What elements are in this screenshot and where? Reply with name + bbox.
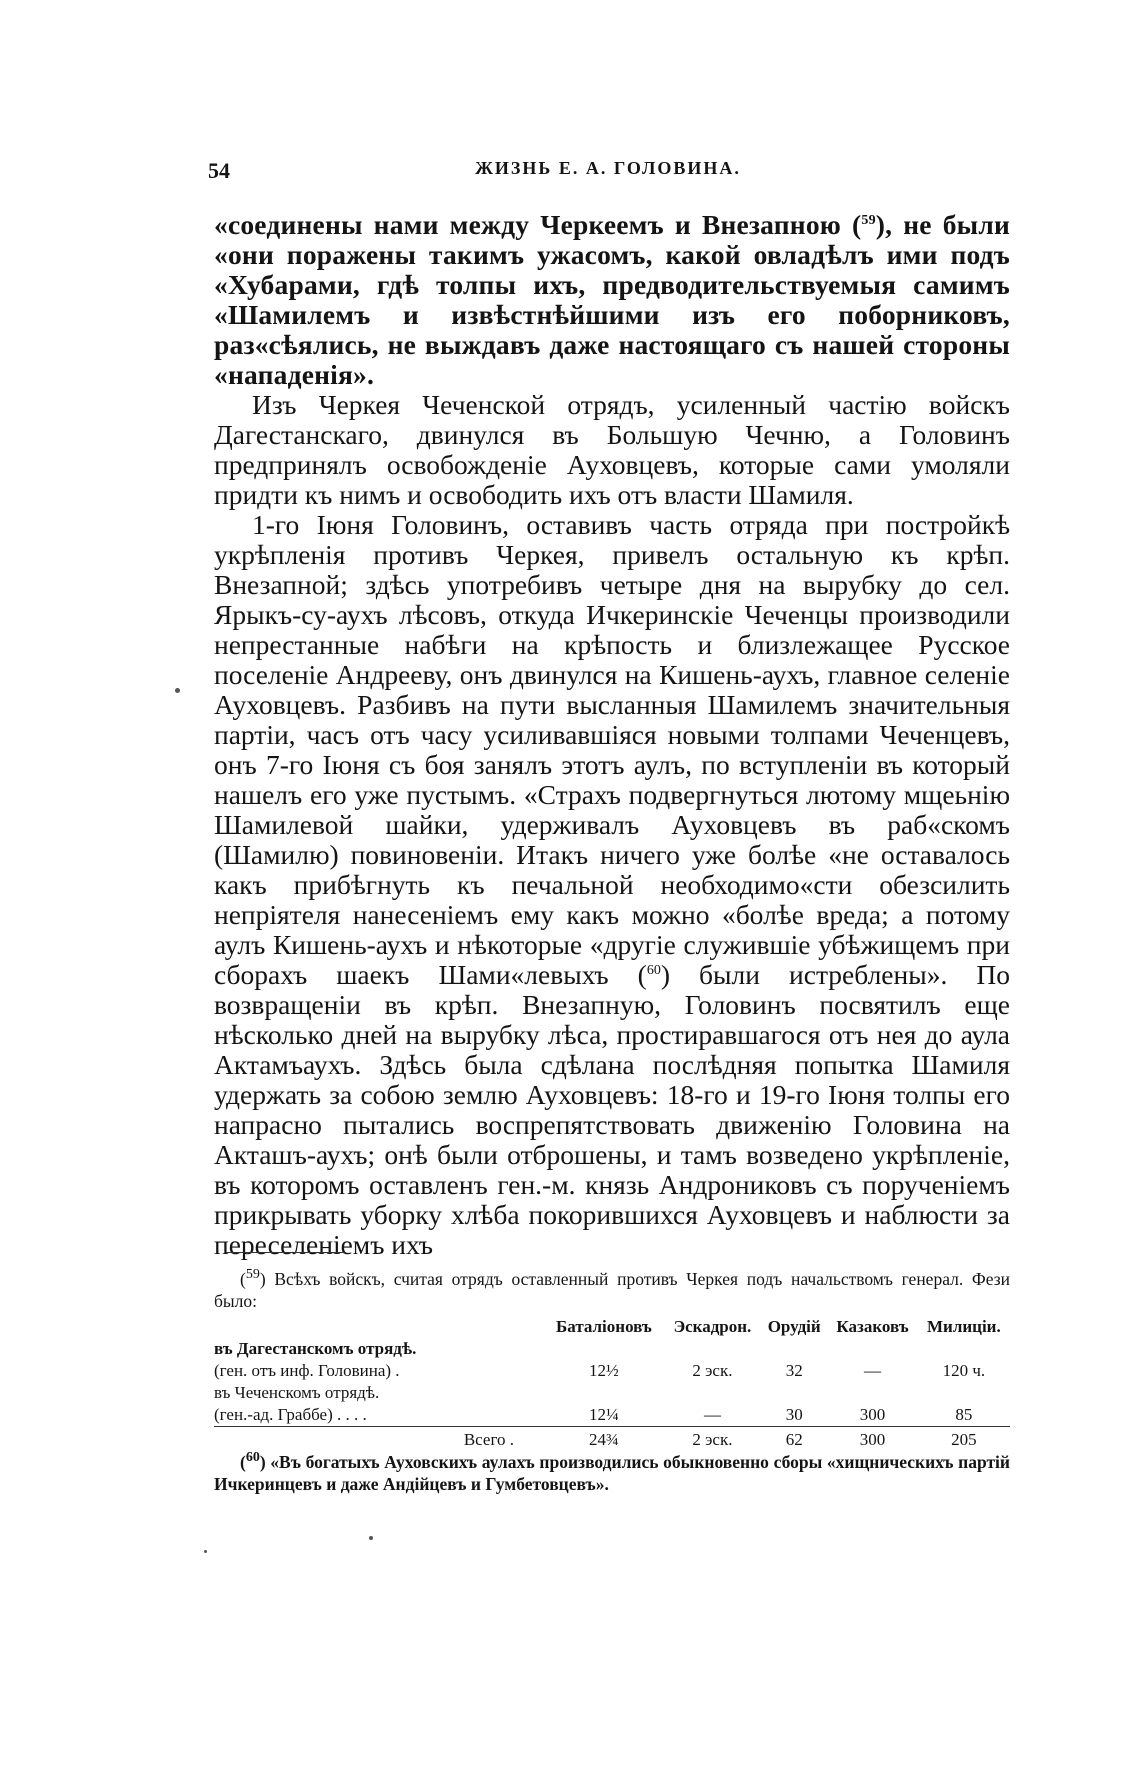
footnote-60-open: (	[240, 1452, 246, 1472]
footnote-ref-59: 59	[861, 212, 876, 228]
scan-speck	[204, 1550, 207, 1553]
table-row	[214, 1382, 1010, 1404]
footnote-60	[214, 1451, 1010, 1495]
table-cell: 205	[918, 1427, 1010, 1452]
paragraph-3-start: 1-го Іюня Головинъ, оставивъ часть отряда при постройкѣ укрѣпленія противъ Черкея, привелъ остальную къ крѣп. Внезапной; здѣсь употребивъ четыре дня на вырубку до сел. Ярыкъ-су-аухъ лѣсовъ, откуда Ичкеринскіе Чеченцы производили непрестанные набѣги на крѣпость и близлежащее Русское поселеніе Андрееву, онъ двинулся на Кишень-аухъ, главное селеніе Ауховцевъ. Разбивъ на пути высланныя Шамилемъ значительныя партіи, часъ отъ часу усиливавшіяся новыми толпами Чеченцевъ, онъ 7-го Іюня съ боя занялъ этотъ аулъ, по вступленіи въ который нашелъ его уже пустымъ. «Страхъ подвергнуться лютому мщеьнію Шамилевой шайки, удерживалъ Ауховцевъ въ раб«скомъ (Шамилю) повиновеніи. Итакъ ничего уже болѣе «не оставалось какъ прибѣгнуть къ печальной необходимо«сти обезсилить непріятеля нанесеніемъ ему какъ можно «болѣе вреда; а потому аулъ Кишень-аухъ и нѣкоторые «другіе служившіе убѣжищемъ при сборахъ шаекъ Шами«левыхъ (	[214, 509, 1010, 990]
table-cell: —	[703, 1405, 721, 1424]
header-cell: Баталіоновъ	[556, 1317, 652, 1336]
table-cell: въ Дагестанскомъ отрядѣ.	[214, 1339, 417, 1358]
table-cell	[827, 1382, 917, 1404]
table-cell	[664, 1338, 761, 1360]
troops-table	[214, 1316, 1010, 1451]
table-cell	[761, 1338, 827, 1360]
paragraph-2: Изъ Черкея Чеченской отрядъ, усиленный частію войскъ Дагестанскаго, двинулся въ Большую Чечню, а Головинъ предпринялъ освобожденіе Ауховцевъ, которые сами умоляли придти къ нимъ и освободить ихъ отъ власти Шамиля.	[214, 389, 1010, 510]
footnote-60-text: ) «Въ богатыхъ Ауховскихъ аулахъ производились обыкновенно сборы «хищническихъ партій Ичкеринцевъ и даже Андійцевъ и Гумбетовцевъ».	[214, 1452, 1010, 1494]
scan-speck	[175, 688, 180, 693]
running-title: ЖИЗНЬ Е. А. ГОЛОВИНА.	[475, 158, 741, 178]
table-cell	[664, 1382, 761, 1404]
quote-paragraph	[214, 210, 1010, 390]
footnote-59-number: 59	[245, 1267, 260, 1283]
header-cell: Эскадрон.	[673, 1317, 752, 1336]
table-cell: 300	[859, 1405, 886, 1424]
table-cell: 2 эск.	[692, 1361, 733, 1380]
table-row	[214, 1404, 1010, 1427]
page-number: 54	[208, 158, 230, 183]
scan-speck	[369, 1536, 373, 1540]
table-cell: въ Чеченскомъ отрядѣ.	[214, 1383, 380, 1402]
table-cell: —	[864, 1361, 882, 1380]
table-cell	[827, 1338, 917, 1360]
footnote-59-open: (	[240, 1269, 246, 1289]
header-cell	[214, 1316, 544, 1338]
table-cell: (ген. отъ инф. Головина) .	[214, 1361, 400, 1380]
table-cell	[544, 1382, 664, 1404]
table-cell: 120 ч.	[942, 1361, 986, 1380]
header-cell: Орудій	[767, 1317, 821, 1336]
footnote-divider	[226, 1252, 346, 1253]
footnote-60-number: 60	[245, 1450, 260, 1466]
table-cell	[761, 1382, 827, 1404]
table-cell: 32	[785, 1361, 803, 1380]
quote-text-start: «соединены нами между Черкеемъ и Внезапною (	[214, 209, 862, 240]
table-row-total	[214, 1427, 1010, 1452]
table-cell: 12½	[589, 1361, 619, 1380]
paragraph-3-rest: ) были истреблены». По возвращеніи въ крѣп. Внезапную, Головинъ посвятилъ еще нѣсколько дней на вырубку лѣса, простиравшагося отъ нея до аула Актамъаухъ. Здѣсь была сдѣлана послѣдняя попытка Шамиля удержать за собою землю Ауховцевъ: 18-го и 19-го Іюня толпы его напрасно пытались воспрепятствовать движенію Головина на Акташъ-аухъ; онѣ были отброшены, и тамъ возведено укрѣпленіе, въ которомъ оставленъ ген.-м. князь Андрониковъ съ порученіемъ прикрывать уборку хлѣба покорившихся Ауховцевъ и наблюсти за переселеніемъ ихъ	[214, 959, 1010, 1260]
table-cell: 300	[827, 1427, 917, 1452]
paragraph-3	[214, 510, 1010, 1260]
troops-table-header	[214, 1316, 1010, 1338]
table-cell: Всего .	[214, 1427, 544, 1452]
table-cell: 30	[785, 1405, 803, 1424]
table-cell	[918, 1382, 1010, 1404]
table-cell: (ген.-ад. Граббе) . . . .	[214, 1405, 367, 1424]
footnote-59-text: ) Всѣхъ войскъ, считая отрядъ оставленный противъ Черкея подъ начальствомъ генерал. Фези было:	[214, 1269, 1010, 1311]
table-row	[214, 1338, 1010, 1360]
header-cell: Казаковъ	[836, 1317, 909, 1336]
header-cell: Милиціи.	[926, 1317, 1001, 1336]
footnotes	[214, 1268, 1010, 1495]
table-cell: 85	[955, 1405, 973, 1424]
table-cell	[544, 1338, 664, 1360]
table-cell: 2 эск.	[664, 1427, 761, 1452]
table-row	[214, 1360, 1010, 1382]
table-cell: 12¼	[589, 1405, 619, 1424]
main-text	[214, 210, 1010, 1260]
footnote-ref-60: 60	[646, 962, 661, 978]
page-header	[208, 158, 1008, 188]
table-cell: 24¾	[544, 1427, 664, 1452]
footnote-59	[214, 1268, 1010, 1312]
table-cell: 62	[761, 1427, 827, 1452]
quote-text-rest: ), не были «они поражены такимъ ужасомъ, какой овладѣлъ ими подъ «Хубарами, гдѣ толпы ихъ, предводительствуемыя самимъ «Шамилемъ и извѣстнѣйшими изъ его поборниковъ, раз«сѣялись, не выждавъ даже настоящаго съ нашей стороны «нападенія».	[214, 209, 1010, 390]
table-cell	[918, 1338, 1010, 1360]
